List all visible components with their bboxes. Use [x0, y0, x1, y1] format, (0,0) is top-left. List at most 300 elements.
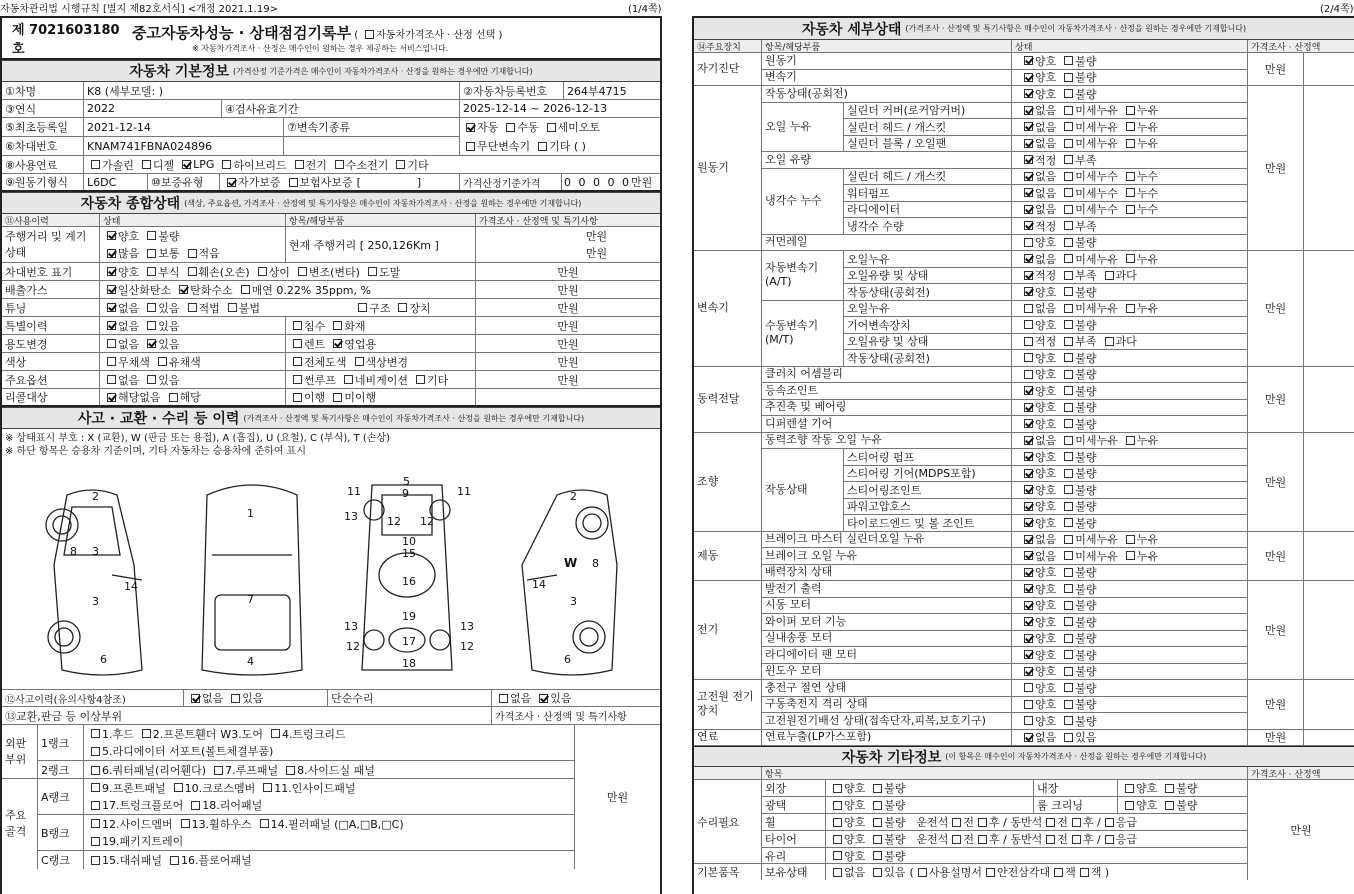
smoke-checkbox[interactable]	[241, 285, 250, 294]
price-won-label: 만원	[585, 247, 608, 261]
status-checkbox[interactable]	[1064, 122, 1073, 131]
status-checkbox[interactable]	[1024, 337, 1033, 346]
detail-status[interactable]: 양호 불량	[1012, 680, 1248, 697]
basic-info-header: 자동차 기본정보 (가격산정 기준가격은 매수인이 자동차가격조사 · 산정을 원하는 경우에만 기재합니다)	[2, 60, 660, 82]
status-checkbox[interactable]	[1024, 122, 1033, 131]
status-checkbox[interactable]	[1064, 634, 1073, 643]
status-checkbox[interactable]	[1024, 485, 1033, 494]
status-checkbox[interactable]	[1064, 139, 1073, 148]
detail-group: 자기진단	[694, 53, 762, 86]
vin-stamp-checkbox[interactable]	[368, 267, 377, 276]
status-checkbox[interactable]	[1064, 485, 1073, 494]
outer-label: 외판 부위	[2, 725, 38, 778]
detail-status[interactable]: 없음 미세누유 누유	[1012, 548, 1248, 565]
svg-text:3: 3	[92, 595, 99, 608]
detail-status[interactable]: 양호 불량	[1012, 449, 1248, 466]
co-checkbox[interactable]	[107, 285, 116, 294]
special-label: 특별이력	[2, 317, 100, 334]
detail-status[interactable]: 없음 미세누유 누유	[1012, 119, 1248, 136]
detail-subitem: 실린더 블록 / 오일팬	[844, 136, 1012, 153]
detail-item: 작동상태	[762, 449, 844, 532]
svg-text:13: 13	[460, 620, 474, 633]
status-checkbox[interactable]	[1024, 617, 1033, 626]
detail-status[interactable]: 양호 불량	[1012, 367, 1248, 384]
fuel-hybrid-checkbox[interactable]	[222, 160, 231, 169]
detail-status[interactable]: 양호 불량	[1012, 53, 1248, 70]
fuel-electric-checkbox[interactable]	[295, 160, 304, 169]
chromatic-checkbox[interactable]	[158, 357, 167, 366]
recall-none-checkbox[interactable]	[107, 393, 116, 402]
warranty-self-checkbox[interactable]	[227, 178, 236, 187]
emission-label: 배출가스	[2, 281, 100, 298]
tuning-legal-checkbox[interactable]	[188, 303, 197, 312]
simple-yes-checkbox[interactable]	[539, 694, 548, 703]
mileage-good-checkbox[interactable]	[107, 231, 116, 240]
detail-item: 추진축 및 베어링	[762, 400, 1012, 417]
legend-symbols: ※ 상태표시 부호 : X (교환), W (판금 또는 용접), A (흠집), U (요철), C (부식), T (손상)	[5, 433, 391, 444]
vin-diff-checkbox[interactable]	[258, 267, 267, 276]
rent-checkbox[interactable]	[293, 339, 302, 348]
status-checkbox[interactable]	[1024, 89, 1033, 98]
detail-item: 연료누출(LP가스포함)	[762, 730, 1012, 747]
vin-corrosion-checkbox[interactable]	[147, 267, 156, 276]
fuel-diesel-checkbox[interactable]	[142, 160, 151, 169]
detail-status[interactable]: 없음 미세누유 누유	[1012, 251, 1248, 268]
usage-none-checkbox[interactable]	[107, 339, 116, 348]
status-checkbox[interactable]	[1024, 353, 1033, 362]
status-checkbox[interactable]	[1064, 700, 1073, 709]
mileage-normal-checkbox[interactable]	[147, 249, 156, 258]
status-checkbox[interactable]	[1024, 733, 1033, 742]
tuning-structure-checkbox[interactable]	[358, 303, 367, 312]
detail-price: 만원	[1248, 53, 1304, 86]
status-checkbox[interactable]	[1024, 601, 1033, 610]
rankC-label: C랭크	[38, 851, 84, 869]
price-won-label: 만원	[557, 355, 579, 369]
status-checkbox[interactable]	[1064, 254, 1073, 263]
fuel-hydrogen-checkbox[interactable]	[335, 160, 344, 169]
exchange-label: ⑬교환,판금 등 이상부위	[2, 707, 492, 724]
detail-status[interactable]: 양호 불량	[1012, 499, 1248, 516]
special-none-checkbox[interactable]	[107, 321, 116, 330]
status-checkbox[interactable]	[1064, 337, 1073, 346]
detail-item: 고전원전기배선 상태(접속단자,피복,보호기구)	[762, 713, 1012, 730]
status-checkbox[interactable]	[1064, 172, 1073, 181]
exchange-price-col: 가격조사 · 산정액 및 특기사항	[495, 712, 627, 723]
simple-repair-label: 단순수리	[328, 690, 492, 706]
status-checkbox[interactable]	[1024, 73, 1033, 82]
detail-status[interactable]: 양호 불량	[1012, 713, 1248, 730]
detail-item: 자동변속기 (A/T)	[762, 251, 844, 301]
detail-status[interactable]: 양호 불량	[1012, 400, 1248, 417]
svg-text:14: 14	[532, 578, 546, 591]
detail-status[interactable]: 양호 불량	[1012, 86, 1248, 103]
status-checkbox[interactable]	[1024, 370, 1033, 379]
status-checkbox[interactable]	[1064, 650, 1073, 659]
navi-checkbox[interactable]	[344, 375, 353, 384]
full-paint-checkbox[interactable]	[293, 357, 302, 366]
status-checkbox[interactable]	[1064, 188, 1073, 197]
status-checkbox[interactable]	[1126, 139, 1135, 148]
car-diagram	[2, 455, 660, 689]
status-checkbox[interactable]	[1024, 271, 1033, 280]
detail-price: 만원	[1248, 730, 1304, 747]
status-checkbox[interactable]	[1024, 386, 1033, 395]
svg-text:8: 8	[592, 557, 599, 570]
status-checkbox[interactable]	[1024, 221, 1033, 230]
detail-status[interactable]: 양호 불량	[1012, 631, 1248, 648]
detail-group: 동력전달	[694, 367, 762, 433]
detail-status[interactable]: 적정 부족 과다	[1012, 268, 1248, 285]
status-checkbox[interactable]	[1064, 320, 1073, 329]
detail-status[interactable]: 양호 불량	[1012, 697, 1248, 714]
business-checkbox[interactable]	[333, 339, 342, 348]
other-price-value: 만원	[1290, 824, 1312, 837]
detail-status[interactable]: 양호 불량	[1012, 647, 1248, 664]
status-checkbox[interactable]	[1064, 89, 1073, 98]
tuning-illegal-checkbox[interactable]	[228, 303, 237, 312]
color-change-checkbox[interactable]	[355, 357, 364, 366]
detail-subitem: 오일누유	[844, 301, 1012, 318]
status-checkbox[interactable]	[1024, 634, 1033, 643]
status-checkbox[interactable]	[1064, 271, 1073, 280]
status-checkbox[interactable]	[1024, 518, 1033, 527]
detail-col-price: 가격조사 · 산정액	[1251, 42, 1321, 52]
status-checkbox[interactable]	[1064, 238, 1073, 247]
detail-status[interactable]: 없음 미세누유 누유	[1012, 103, 1248, 120]
status-checkbox[interactable]	[1064, 419, 1073, 428]
detail-group: 고전원 전기장치	[694, 680, 762, 730]
tuning-yes-checkbox[interactable]	[147, 303, 156, 312]
status-checkbox[interactable]	[1064, 56, 1073, 65]
general-col-item: 항목/해당부품	[286, 214, 476, 226]
price-won-label: 만원	[557, 265, 579, 279]
detail-status[interactable]: 없음 미세누수 누수	[1012, 185, 1248, 202]
detail-status[interactable]: 양호 불량	[1012, 614, 1248, 631]
status-checkbox[interactable]	[1024, 172, 1033, 181]
status-checkbox[interactable]	[1064, 106, 1073, 115]
detail-price: 만원	[1248, 367, 1304, 433]
detail-group: 변속기	[694, 251, 762, 367]
options-yes-checkbox[interactable]	[147, 375, 156, 384]
car-name-value: K8 (세부모델: )	[84, 82, 460, 99]
status-checkbox[interactable]	[1064, 353, 1073, 362]
svg-text:12: 12	[346, 640, 360, 653]
detail-status[interactable]: 양호 불량	[1012, 466, 1248, 483]
status-checkbox[interactable]	[1064, 155, 1073, 164]
detail-item: 커먼레일	[762, 235, 1012, 252]
detail-item: 원동기	[762, 53, 1012, 70]
status-checkbox[interactable]	[1064, 221, 1073, 230]
status-checkbox[interactable]	[1064, 584, 1073, 593]
flood-checkbox[interactable]	[293, 321, 302, 330]
mileage-bad-checkbox[interactable]	[147, 231, 156, 240]
opt-other-checkbox[interactable]	[416, 375, 425, 384]
status-checkbox[interactable]	[1064, 452, 1073, 461]
svg-text:14: 14	[124, 580, 138, 593]
status-checkbox[interactable]	[1064, 304, 1073, 313]
detail-status[interactable]: 양호 불량	[1012, 70, 1248, 87]
page-number-left: (1/4쪽)	[628, 4, 662, 15]
svg-text:3: 3	[92, 545, 99, 558]
detail-subitem: 작동상태(공회전)	[844, 350, 1012, 367]
status-checkbox[interactable]	[1024, 205, 1033, 214]
status-checkbox[interactable]	[1064, 568, 1073, 577]
status-checkbox[interactable]	[1024, 683, 1033, 692]
year-label: ③연식	[2, 100, 84, 117]
status-checkbox[interactable]	[1126, 436, 1135, 445]
status-checkbox[interactable]	[1126, 551, 1135, 560]
status-checkbox[interactable]	[1064, 667, 1073, 676]
detail-status[interactable]: 양호 불량	[1012, 383, 1248, 400]
vin-label: ⑥차대번호	[2, 137, 84, 155]
detail-status[interactable]: 양호 불량	[1012, 664, 1248, 681]
detail-subitem: 스티어링 기어(MDPS포함)	[844, 466, 1012, 483]
status-checkbox[interactable]	[1024, 535, 1033, 544]
status-checkbox[interactable]	[1064, 436, 1073, 445]
status-checkbox[interactable]	[1105, 337, 1114, 346]
tuning-label: 튜닝	[2, 299, 100, 316]
detail-table	[694, 53, 1354, 745]
mileage-high-checkbox[interactable]	[107, 249, 116, 258]
usage-label: 용도변경	[2, 335, 100, 352]
detail-subitem: 기어변속장치	[844, 317, 1012, 334]
status-checkbox[interactable]	[1024, 551, 1033, 560]
status-checkbox[interactable]	[1024, 106, 1033, 115]
detail-group: 전기	[694, 581, 762, 680]
detail-status[interactable]: 양호 불량	[1012, 350, 1248, 367]
status-checkbox[interactable]	[1064, 403, 1073, 412]
detail-status[interactable]: 없음 미세누수 누수	[1012, 169, 1248, 186]
detail-status[interactable]: 양호 불량	[1012, 235, 1248, 252]
status-checkbox[interactable]	[1105, 271, 1114, 280]
trans-other-checkbox[interactable]	[538, 142, 547, 151]
vin-alter-checkbox[interactable]	[298, 267, 307, 276]
trans-cvt-checkbox[interactable]	[466, 142, 475, 151]
status-checkbox[interactable]	[1064, 683, 1073, 692]
status-checkbox[interactable]	[1024, 419, 1033, 428]
status-checkbox[interactable]	[1064, 601, 1073, 610]
svg-text:16: 16	[402, 575, 416, 588]
detail-status[interactable]: 없음 있음	[1012, 730, 1248, 747]
detail-status[interactable]: 양호 불량	[1012, 565, 1248, 582]
recall-done-checkbox[interactable]	[293, 393, 302, 402]
price-option-note: ※ 자동차가격조사 · 산정은 매수인이 원하는 경우 제공하는 서비스입니다.	[192, 44, 449, 53]
detail-item: 클러치 어셈블리	[762, 367, 1012, 384]
vin-damage-checkbox[interactable]	[188, 267, 197, 276]
reg-no-value: 264부4715	[567, 84, 627, 98]
status-checkbox[interactable]	[1024, 568, 1033, 577]
svg-text:2: 2	[92, 490, 99, 503]
detail-status[interactable]: 적정 부족	[1012, 218, 1248, 235]
status-checkbox[interactable]	[1024, 56, 1033, 65]
vin-mark-label: 차대번호 표기	[2, 263, 100, 280]
status-checkbox[interactable]	[1064, 502, 1073, 511]
detail-item: 오일 누유	[762, 103, 844, 153]
status-checkbox[interactable]	[1064, 518, 1073, 527]
rankA-label: A랭크	[38, 779, 84, 814]
detail-status[interactable]: 없음 미세누유 누유	[1012, 136, 1248, 153]
detail-status[interactable]: 양호 불량	[1012, 598, 1248, 615]
status-checkbox[interactable]	[1024, 469, 1033, 478]
engine-label: ⑨원동기형식	[2, 174, 84, 190]
options-label: 주요옵션	[2, 371, 100, 388]
simple-none-checkbox[interactable]	[499, 694, 508, 703]
usage-yes-checkbox[interactable]	[147, 339, 156, 348]
trans-auto-checkbox[interactable]	[466, 123, 475, 132]
tuning-device-checkbox[interactable]	[398, 303, 407, 312]
detail-status[interactable]: 적정 부족 과다	[1012, 334, 1248, 351]
status-checkbox[interactable]	[1064, 716, 1073, 725]
status-checkbox[interactable]	[1064, 733, 1073, 742]
status-checkbox[interactable]	[1024, 584, 1033, 593]
detail-subitem: 실린더 헤드 / 개스킷	[844, 119, 1012, 136]
price-won-label: 만원	[557, 301, 579, 315]
vin-good-checkbox[interactable]	[107, 267, 116, 276]
trans-manual-checkbox[interactable]	[506, 123, 515, 132]
fuel-label: ⑧사용연료	[2, 156, 84, 173]
mileage-value: 현재 주행거리 [ 250,126Km ]	[286, 227, 476, 262]
status-checkbox[interactable]	[1064, 551, 1073, 560]
status-checkbox[interactable]	[1024, 287, 1033, 296]
options-none-checkbox[interactable]	[107, 375, 116, 384]
detail-item: 동력조향 작동 오일 누유	[762, 433, 1012, 450]
fuel-other-checkbox[interactable]	[396, 160, 405, 169]
status-checkbox[interactable]	[1064, 469, 1073, 478]
detail-price: 만원	[1248, 581, 1304, 680]
status-checkbox[interactable]	[1064, 205, 1073, 214]
status-checkbox[interactable]	[1024, 650, 1033, 659]
status-checkbox[interactable]	[1024, 403, 1033, 412]
achromatic-checkbox[interactable]	[107, 357, 116, 366]
main-frame-label: 주요 골격	[2, 779, 38, 869]
detail-status[interactable]: 없음 미세누유 누유	[1012, 532, 1248, 549]
svg-text:6: 6	[564, 653, 571, 666]
price-basis-value: 0 0 0 0 0	[564, 175, 631, 189]
detail-status[interactable]: 없음 미세누수 누수	[1012, 202, 1248, 219]
svg-text:11: 11	[347, 485, 361, 498]
svg-text:12: 12	[420, 515, 434, 528]
detail-status[interactable]: 양호 불량	[1012, 515, 1248, 532]
tuning-none-checkbox[interactable]	[107, 303, 116, 312]
sunroof-checkbox[interactable]	[293, 375, 302, 384]
detail-subitem: 작동상태(공회전)	[844, 284, 1012, 301]
detail-price: 만원	[1248, 680, 1304, 730]
detail-status[interactable]: 양호 불량	[1012, 317, 1248, 334]
svg-text:12: 12	[460, 640, 474, 653]
accident-history-label: ⑫사고이력(유의사항4참조)	[2, 690, 184, 706]
rank1-label: 1랭크	[38, 725, 84, 760]
page-2	[692, 16, 1354, 894]
status-checkbox[interactable]	[1126, 106, 1135, 115]
price-option-label: 자동차가격조사 · 산정 선택	[376, 30, 496, 41]
detail-status[interactable]: 양호 불량	[1012, 482, 1248, 499]
hc-checkbox[interactable]	[179, 285, 188, 294]
status-checkbox[interactable]	[1024, 139, 1033, 148]
svg-text:19: 19	[402, 610, 416, 623]
accident-none-checkbox[interactable]	[191, 694, 200, 703]
other-header: 자동차 기타정보 (이 항목은 매수인이 자동차가격조사 · 산정을 원하는 경우에만 기재합니다)	[694, 745, 1354, 767]
svg-text:13: 13	[344, 620, 358, 633]
detail-status[interactable]: 적정 부족	[1012, 152, 1248, 169]
status-checkbox[interactable]	[1024, 254, 1033, 263]
status-checkbox[interactable]	[1024, 436, 1033, 445]
status-checkbox[interactable]	[1126, 254, 1135, 263]
status-checkbox[interactable]	[1064, 73, 1073, 82]
svg-text:17: 17	[402, 635, 416, 648]
status-checkbox[interactable]	[1064, 370, 1073, 379]
status-checkbox[interactable]	[1064, 386, 1073, 395]
vin-value: KNAM741FBNA024896	[84, 137, 284, 155]
special-yes-checkbox[interactable]	[147, 321, 156, 330]
recall-undone-checkbox[interactable]	[333, 393, 342, 402]
status-checkbox[interactable]	[1126, 205, 1135, 214]
warranty-insurance-checkbox[interactable]	[289, 178, 298, 187]
status-checkbox[interactable]	[1024, 188, 1033, 197]
status-checkbox[interactable]	[1024, 667, 1033, 676]
w-mark: W	[564, 556, 578, 570]
mileage-low-checkbox[interactable]	[188, 249, 197, 258]
detail-status[interactable]: 없음 미세누유 누유	[1012, 433, 1248, 450]
status-checkbox[interactable]	[1126, 188, 1135, 197]
status-checkbox[interactable]	[1126, 304, 1135, 313]
svg-text:13: 13	[344, 510, 358, 523]
fire-checkbox[interactable]	[333, 321, 342, 330]
detail-item: 실내송풍 모터	[762, 631, 1012, 648]
transmission-label: ⑦변속기종류	[287, 121, 350, 134]
detail-price: 만원	[1248, 86, 1304, 251]
detail-subitem: 냉각수 수량	[844, 218, 1012, 235]
status-checkbox[interactable]	[1126, 535, 1135, 544]
status-checkbox[interactable]	[1064, 617, 1073, 626]
accident-yes-checkbox[interactable]	[231, 694, 240, 703]
price-option-checkbox[interactable]	[365, 30, 374, 39]
detail-col-status: 상태	[1012, 40, 1248, 52]
status-checkbox[interactable]	[1024, 320, 1033, 329]
status-checkbox[interactable]	[1024, 716, 1033, 725]
status-checkbox[interactable]	[1024, 238, 1033, 247]
detail-status[interactable]: 양호 불량	[1012, 416, 1248, 433]
svg-text:7: 7	[247, 593, 254, 606]
fuel-lpg-checkbox[interactable]	[182, 160, 191, 169]
fuel-gasoline-checkbox[interactable]	[91, 160, 100, 169]
status-checkbox[interactable]	[1126, 172, 1135, 181]
detail-status[interactable]: 양호 불량	[1012, 581, 1248, 598]
price-won-label: 만원	[557, 283, 579, 297]
status-checkbox[interactable]	[1126, 122, 1135, 131]
detail-header: 자동차 세부상태 (가격조사 · 산정액 및 특기사항은 매수인이 자동차가격조사 · 산정을 원하는 경우에만 기재합니다)	[694, 18, 1354, 40]
detail-status[interactable]: 없음 미세누유 누유	[1012, 301, 1248, 318]
detail-subitem: 워터펌프	[844, 185, 1012, 202]
status-checkbox[interactable]	[1024, 155, 1033, 164]
trans-semi-checkbox[interactable]	[547, 123, 556, 132]
status-checkbox[interactable]	[1064, 535, 1073, 544]
status-checkbox[interactable]	[1064, 287, 1073, 296]
status-checkbox[interactable]	[1024, 700, 1033, 709]
detail-group: 연료	[694, 730, 762, 747]
other-items: 외장 양호 불량 내장 양호 불량 광택 양호 불량 룸 크리닝 양호 불량 휠 양호 불량 운전석 전 후 / 동반석 전 후 / 응급 타이어 양호 불량 운전석 전 후 / 동반석 전 후 / 응급 유리 양호 불량 보유상태 없음 있음 ( 사용설명서 안전삼각대 잭 잭 )	[762, 780, 1248, 880]
detail-status[interactable]: 양호 불량	[1012, 284, 1248, 301]
status-checkbox[interactable]	[1024, 502, 1033, 511]
detail-item: 변속기	[762, 70, 1012, 87]
status-checkbox[interactable]	[1024, 304, 1033, 313]
recall-yes-checkbox[interactable]	[169, 393, 178, 402]
status-checkbox[interactable]	[1024, 452, 1033, 461]
basic-items-label: 기본품목	[697, 866, 740, 879]
first-reg-value: 2021-12-14	[84, 118, 284, 136]
color-label: 색상	[2, 353, 100, 370]
general-col-status: 상태	[100, 214, 286, 226]
